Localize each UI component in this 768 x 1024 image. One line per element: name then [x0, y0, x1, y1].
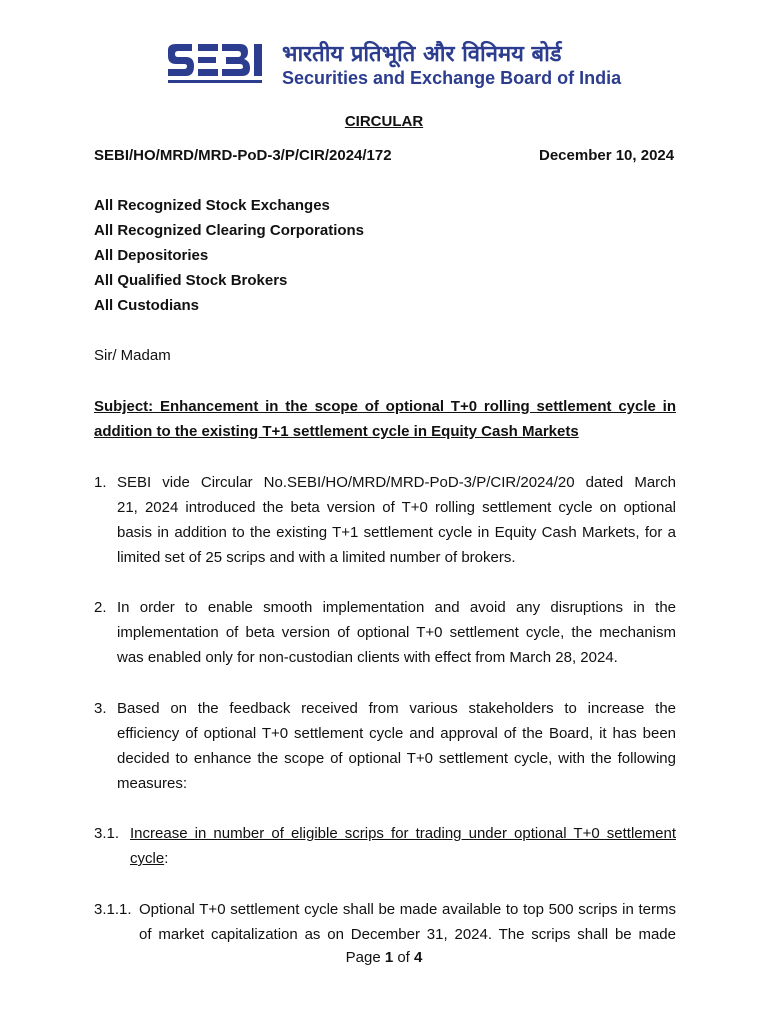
circular-date: December 10, 2024 [539, 147, 675, 164]
addressee-3: All Depositories [94, 247, 209, 264]
page-of: of [393, 949, 415, 966]
english-org-name: Securities and Exchange Board of India [282, 68, 622, 88]
circular-title: CIRCULAR [344, 113, 424, 130]
para-2-number: 2. [94, 599, 107, 616]
section-3-1-1-number: 3.1.1. [94, 901, 132, 918]
subject-line-1: Subject: Enhancement in the scope of optional T+0 rolling settlement cycle in [94, 398, 676, 415]
para-1-line: basis in addition to the existing T+1 settlement cycle in Equity Cash Markets, for a [117, 524, 676, 541]
subject-line-2: addition to the existing T+1 settlement cycle in Equity Cash Markets [94, 423, 579, 440]
section-3-1-1-line: of market capitalization as on December 31, 2024. The scrips shall be made [139, 926, 676, 943]
addressee-1: All Recognized Stock Exchanges [94, 197, 330, 214]
addressee-2: All Recognized Clearing Corporations [94, 222, 365, 239]
page-prefix: Page [345, 949, 385, 966]
para-2-line: implementation of beta version of optional T+0 settlement cycle, the mechanism [117, 624, 676, 641]
para-3-line: efficiency of optional T+0 settlement cycle and approval of the Board, it has been [117, 725, 676, 742]
hindi-org-name: भारतीय प्रतिभूति और विनिमय बोर्ड [282, 42, 562, 67]
section-3-1-heading-cont [130, 846, 168, 871]
section-3-1-1-line: Optional T+0 settlement cycle shall be made available to top 500 scrips in terms [139, 901, 676, 918]
sebi-logo-icon [166, 40, 274, 88]
circular-reference: SEBI/HO/MRD/MRD-PoD-3/P/CIR/2024/172 [94, 147, 392, 164]
page-current: 1 [384, 949, 394, 966]
para-3-line: measures: [117, 775, 188, 792]
section-3-1-number: 3.1. [94, 825, 120, 842]
para-1-number: 1. [94, 474, 107, 491]
para-1-line: SEBI vide Circular No.SEBI/HO/MRD/MRD-PoD-3/P/CIR/2024/20 dated March [117, 474, 676, 491]
page-number [0, 945, 768, 970]
para-2-line: was enabled only for non-custodian clients with effect from March 28, 2024. [117, 649, 618, 666]
salutation: Sir/ Madam [94, 347, 171, 364]
para-3-number: 3. [94, 700, 107, 717]
addressee-5: All Custodians [94, 297, 200, 314]
addressee-4: All Qualified Stock Brokers [94, 272, 288, 289]
section-3-1-colon: : [164, 850, 169, 867]
para-1-line: limited set of 25 scrips and with a limited number of brokers. [117, 549, 516, 566]
para-3-line: Based on the feedback received from various stakeholders to increase the [117, 700, 676, 717]
para-1-line: 21, 2024 introduced the beta version of T+0 rolling settlement cycle on optional [117, 499, 676, 516]
page-total: 4 [414, 949, 423, 966]
section-3-1-cycle: cycle [130, 850, 165, 867]
para-2-line: In order to enable smooth implementation and avoid any disruptions in the [117, 599, 676, 616]
sebi-header [166, 40, 622, 92]
section-3-1-heading: Increase in number of eligible scrips for trading under optional T+0 settlement [130, 825, 676, 842]
para-3-line: decided to enhance the scope of optional T+0 settlement cycle, with the following [117, 750, 676, 767]
